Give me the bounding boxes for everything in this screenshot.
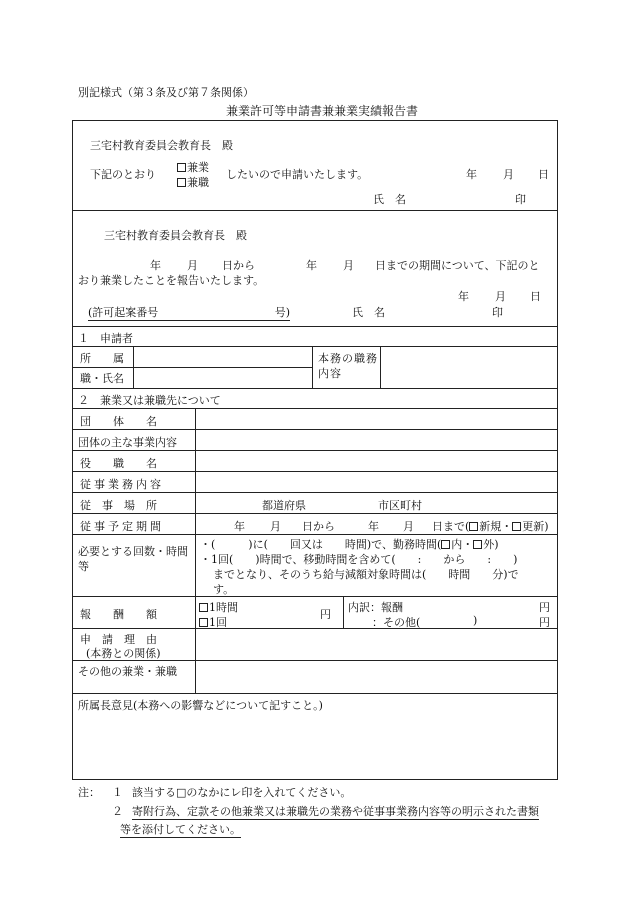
work-place-label: 従 事 場 所 — [80, 499, 157, 512]
section2-title: ２ 兼業又は兼職先について — [78, 394, 221, 407]
report-line2: おり兼業したことを報告いたします。 — [78, 274, 265, 287]
report-addressee: 三宅村教育委員会教育長 殿 — [104, 229, 247, 242]
option-kengyo[interactable]: 兼業 — [177, 159, 209, 175]
divider — [133, 346, 134, 388]
report-name-label: 氏 名 — [352, 306, 385, 319]
pay-hourly[interactable]: 1時間 — [199, 599, 238, 615]
note1-text: 該当する□のなかにレ印を入れてください。 — [132, 786, 352, 799]
note2-line1: 寄附行為、定款その他兼業又は兼職先の業務や従事事業務内容等の明示された書類 — [132, 805, 539, 818]
application-request: したいので申請いたします。 — [226, 168, 369, 181]
checkbox-new[interactable] — [469, 522, 478, 531]
divider — [343, 596, 344, 628]
report-date-day: 日 — [530, 290, 541, 303]
other-yen: 円 — [539, 616, 550, 629]
application-date-year: 年 — [466, 168, 477, 181]
permit-suffix: 号) — [274, 306, 290, 319]
divider — [72, 492, 558, 493]
divider — [312, 346, 313, 388]
note2-number: ２ — [112, 805, 123, 818]
application-intro: 下記のとおり — [90, 168, 156, 181]
period-from-year: 年 — [234, 520, 245, 533]
note1-number: １ — [112, 786, 123, 799]
divider — [72, 326, 558, 327]
divider — [72, 693, 558, 694]
option-kenshoku[interactable]: 兼職 — [177, 174, 209, 190]
period-from-month: 月 — [270, 520, 281, 533]
frequency-line1: ・( )に( 回又は 時間)で、勤務時間( 内・ 外) — [200, 538, 499, 551]
pay-label: 報 酬 額 — [80, 608, 157, 621]
work-content-label: 従事業務内容 — [80, 478, 164, 491]
frequency-line2: ・1回( )時間で、移動時間を含めて( : から : ) — [200, 553, 518, 566]
note2-line2: 等を添付してください。 — [120, 823, 241, 836]
report-from-day: 日から — [222, 259, 255, 272]
checkbox-outside[interactable] — [473, 540, 482, 549]
divider — [72, 450, 558, 451]
divider — [72, 346, 558, 347]
divider — [72, 408, 558, 409]
report-seal: 印 — [492, 306, 503, 319]
report-date-month: 月 — [495, 290, 506, 303]
divider — [72, 210, 558, 211]
application-seal: 印 — [515, 193, 526, 206]
form-title: 兼業許可等申請書兼兼業実績報告書 — [226, 104, 419, 118]
report-from-month: 月 — [187, 259, 198, 272]
period-label: 従事予定期間 — [80, 520, 164, 533]
report-date-year: 年 — [458, 290, 469, 303]
application-date-day: 日 — [538, 168, 549, 181]
report-to-year: 年 — [306, 259, 317, 272]
report-from-year: 年 — [150, 259, 161, 272]
application-date-month: 月 — [503, 168, 514, 181]
application-name-label: 氏 名 — [373, 193, 406, 206]
checkbox[interactable] — [199, 618, 208, 627]
org-business-label: 団体の主な事業内容 — [78, 436, 177, 449]
divider — [72, 660, 558, 661]
form-reference: 別記様式（第３条及び第７条関係） — [78, 86, 254, 99]
notes-prefix: 注： — [78, 786, 100, 799]
divider — [380, 346, 381, 388]
report-to-month: 月 — [343, 259, 354, 272]
period-to-month: 月 — [403, 520, 414, 533]
frequency-label: 必要とする回数・時間等 — [78, 545, 188, 573]
divider — [72, 429, 558, 430]
divider — [72, 596, 558, 597]
period-to-day: 日まで( 新規・ 更新) — [432, 520, 549, 533]
checkbox-renew[interactable] — [512, 522, 521, 531]
section1-title: １ 申請者 — [78, 332, 133, 345]
role-label: 役 職 名 — [80, 457, 157, 470]
affiliation-label: 所 属 — [80, 352, 124, 365]
other-jobs-label: その他の兼業・兼職 — [78, 665, 177, 678]
divider — [72, 534, 558, 535]
divider — [72, 388, 558, 389]
pay-each[interactable]: 1回 — [199, 614, 227, 630]
frequency-line4: す。 — [213, 583, 235, 596]
breakdown-other: ：その他( — [372, 616, 421, 629]
duties-label: 本務の職務内容 — [318, 352, 378, 380]
divider — [72, 513, 558, 514]
checkbox-inside[interactable] — [441, 540, 450, 549]
application-addressee: 三宅村教育委員会教育長 殿 — [90, 139, 233, 152]
checkbox[interactable] — [177, 178, 186, 187]
municipality: 市区町村 — [378, 499, 422, 512]
checkbox[interactable] — [177, 163, 186, 172]
period-to-year: 年 — [368, 520, 379, 533]
breakdown-yen: 円 — [539, 601, 550, 614]
permit-number-field[interactable] — [88, 304, 290, 321]
org-name-label: 団 体 名 — [80, 415, 157, 428]
position-name-label: 職・氏名 — [80, 372, 124, 385]
divider — [72, 471, 558, 472]
divider — [72, 628, 558, 629]
breakdown-label: 内訳：報酬 — [348, 601, 403, 614]
period-from-day: 日から — [302, 520, 335, 533]
supervisor-opinion-label: 所属長意見(本務への影響などについて記すこと。) — [78, 699, 323, 712]
reason-label: 申 請 理 由 — [80, 633, 157, 646]
report-to-day: 日までの期間について、下記のと — [375, 259, 540, 272]
prefecture: 都道府県 — [262, 499, 306, 512]
reason-sub: (本務との関係) — [86, 647, 161, 660]
breakdown-close: ) — [473, 614, 478, 627]
permit-label: (許可起案番号 — [88, 306, 159, 319]
pay-yen: 円 — [320, 608, 331, 621]
divider — [72, 367, 312, 368]
checkbox[interactable] — [199, 603, 208, 612]
frequency-line3: までとなり、そのうち給与減額対象時間は( 時間 分)で — [213, 568, 519, 581]
